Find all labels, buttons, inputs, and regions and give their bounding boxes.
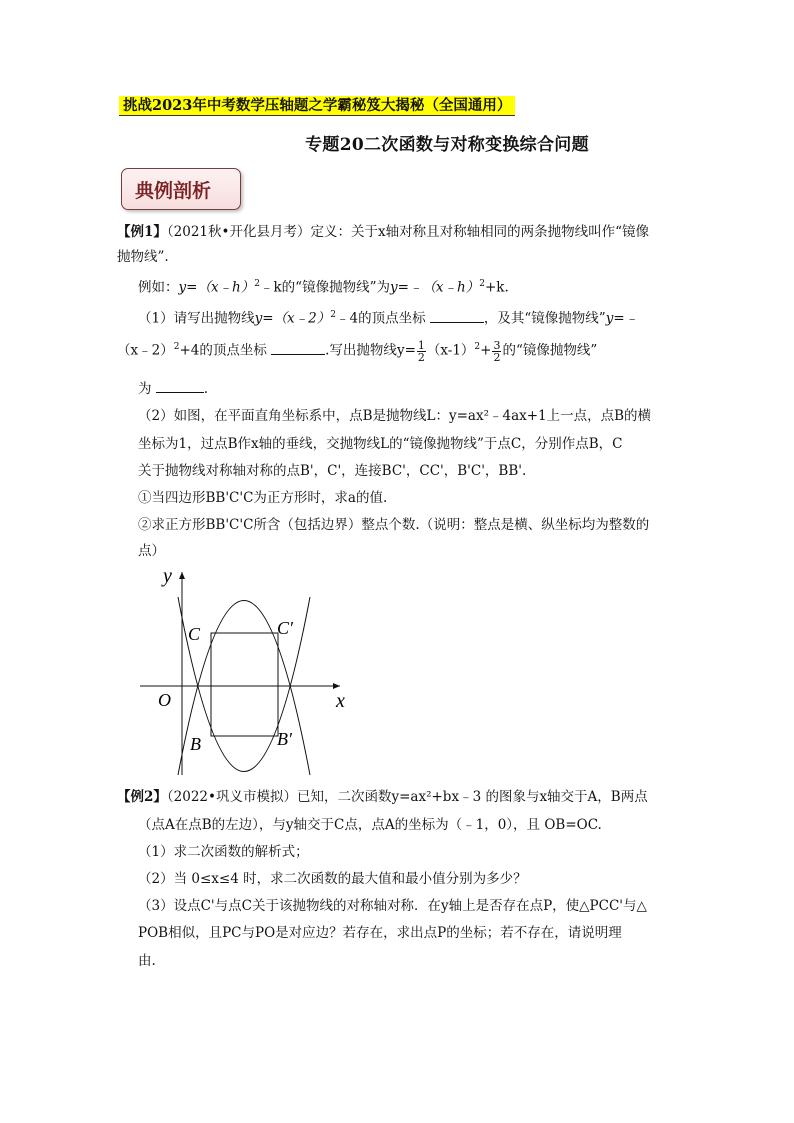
example1-definition: 定义：关于x轴对称且对称轴相同的两条抛物线叫作“镜像 [310,224,649,240]
fraction-denominator: 2 [417,350,425,364]
point-b-label: B [190,734,201,754]
point-b-prime-label: B′ [277,729,292,749]
example2-q2: （2）当 0≤x≤4 时，求二次函数的最大值和最小值分别为多少？ [138,871,527,887]
example1-line3 [138,274,509,298]
example2-statement: 已知，二次函数y=ax²+bx﹣3 的图象与x轴交于A，B两点 [296,789,648,805]
example2-q3-line2: POB相似，且PC与PO是对应边？若存在，求出点P的坐标；若不存在，请说明理 [138,925,622,941]
answer-blank [156,378,204,393]
q2-sub2-line2: 点） [138,543,165,559]
q1-text: +4的顶点坐标 [179,342,267,359]
q1-formula: y=（x﹣2） [254,310,331,327]
q2-sub1: ①当四边形BB'C'C为正方形时，求a的值. [138,490,388,506]
q1-line2 [117,337,597,363]
formula-1-tail: ﹣k的“镜像抛物线”为 [259,279,390,296]
point-c-label: C [188,624,201,644]
answer-blank [430,308,484,323]
example1-line2: 抛物线”. [117,249,169,265]
fraction [417,340,426,363]
fraction [492,340,501,363]
q2-line2: 坐标为1，过点B作x轴的垂线，交抛物线L的“镜像抛物线”于点C，分别作点B，C [138,436,623,452]
y-axis-arrow [179,572,185,579]
page-title: 专题20二次函数与对称变换综合问题 [305,135,589,155]
q2-sub2-line1: ②求正方形BB'C'C所含（包括边界）整点个数.（说明：整点是横、纵坐标均为整数的 [138,517,650,533]
q1-text: 为 [138,381,152,397]
q2-line1: （2）如图，在平面直角坐标系中，点B是抛物线L：y=ax²﹣4ax+1上一点，点B的横 [138,408,652,424]
origin-label: O [158,690,171,710]
q2-line3: 关于抛物线对称轴对称的点B'，C'，连接BC'，CC'，B'C'，BB'. [138,463,527,479]
q1-text: （1）请写出抛物线 [138,310,255,327]
example1-tag: 【例1】 [117,224,167,240]
section-label: 典例剖析 [135,180,212,202]
q1-text: .写出抛物线 [325,342,397,359]
q1-line3 [138,378,208,399]
example-prefix: 例如： [138,279,179,296]
q1-text: . [203,381,209,397]
exponent: 2 [474,342,481,352]
square-bbcc [211,633,278,736]
formula-2: y=﹣（x﹣h） [389,279,480,296]
example2-q3-line1: （3）设点C'与点C关于该抛物线的对称轴对称．在y轴上是否存在点P，使△PCC'与△ [138,898,647,914]
x-axis-label: x [336,690,345,712]
example1-line1 [117,222,649,242]
example1-source: （2021秋•开化县月考） [166,224,311,240]
exponent: 2 [479,279,485,289]
q1-text: 的“镜像抛物线” [502,342,598,359]
coordinate-figure [140,560,370,780]
plus-sign: + [480,342,492,359]
example2-line2: （点A在点B的左边），与y轴交于C点，点A的坐标为（﹣1，0），且 OB=OC. [138,817,602,833]
exponent: 2 [173,342,180,352]
example2-tag: 【例2】 [117,789,167,805]
example2-line1 [117,787,648,807]
y-axis-label: y [163,565,172,587]
example2-q1: （1）求二次函数的解析式； [138,844,309,860]
series-banner: 挑战2023年中考数学压轴题之学霸秘笈大揭秘（全国通用） [119,96,515,116]
q1-text: ﹣4的顶点坐标 [335,310,426,327]
exponent: 2 [254,279,260,289]
q1-formula: （x﹣2） [117,342,174,359]
q1-formula: y=﹣ [605,310,639,327]
fraction-denominator: 2 [493,350,501,364]
x-axis-arrow [333,683,340,689]
exponent: 2 [330,310,336,320]
formula-2-tail: +k. [484,279,509,296]
formula-1: y=（x﹣h） [178,279,255,296]
q1-line1 [138,305,638,329]
point-c-prime-label: C′ [277,618,293,638]
answer-blank [271,340,325,355]
example2-q3-line3: 由. [138,953,156,969]
q1-formula: （x-1） [426,342,475,359]
example2-source: （2022•巩义市模拟） [166,789,297,805]
q1-text: ，及其“镜像抛物线” [483,310,606,327]
q1-formula: y= [396,342,416,359]
fraction-numerator: 3 [493,338,501,352]
fraction-numerator: 1 [417,338,425,352]
